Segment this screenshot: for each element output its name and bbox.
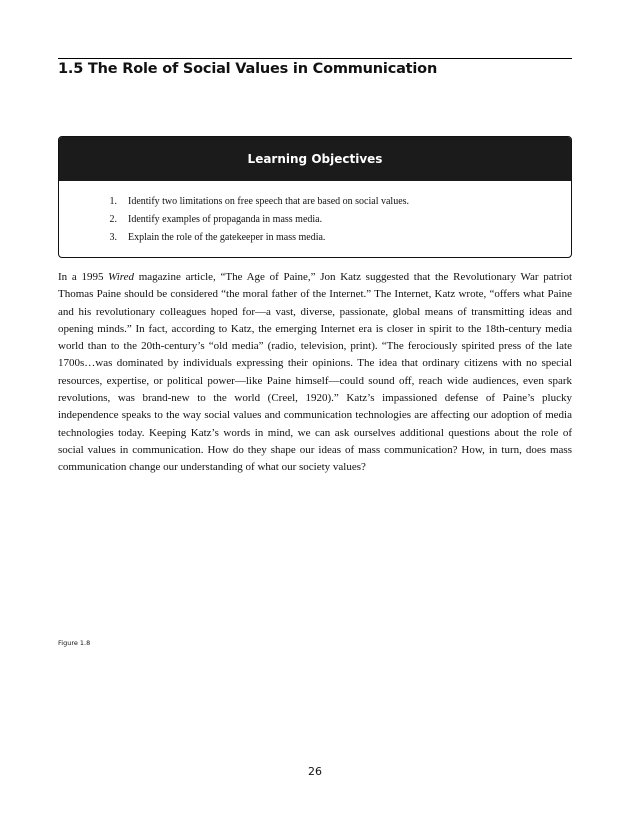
list-item-number: 1. — [109, 196, 117, 207]
list-item — [59, 229, 571, 247]
page-number: 26 — [308, 765, 322, 778]
body-paragraph — [58, 269, 572, 477]
list-item-number: 3. — [109, 232, 117, 243]
list-item — [59, 193, 571, 211]
list-item-text: Identify examples of propaganda in mass media. — [128, 214, 323, 225]
learning-objectives-list — [59, 193, 571, 247]
header-rule — [58, 58, 572, 59]
list-item — [59, 211, 571, 229]
section-title: 1.5 The Role of Social Values in Communication — [58, 61, 438, 77]
learning-objectives-heading: Learning Objectives — [59, 137, 571, 181]
magazine-title: Wired — [108, 271, 135, 283]
list-item-number: 2. — [109, 214, 117, 225]
paragraph-text-1: In a 1995 — [58, 271, 109, 283]
learning-objectives-box — [58, 136, 572, 258]
list-item-text: Identify two limitations on free speech that are based on social values. — [128, 196, 410, 207]
paragraph-text-2: magazine article, “The Age of Paine,” Jon Katz suggested that the Revolutionary War patriot Thomas Paine should be considered “the moral father of the Internet.” The Internet, Katz wrote, “offers what Paine and his revolutionary colleagues hoped for—a vast, diverse, passionate, global means of transmitting ideas and opening minds.” In fact, according to Katz, the emerging Internet era is closer in spirit to the 18th-century media world than to the 20th-century’s “old media” (radio, television, print). “The ferociously spirited press of the late 1700s…was dominated by individuals expressing their opinions. The idea that ordinary citizens with no special resources, expertise, or political power—like Paine himself—could sound off, reach wide audiences, even spark revolutions, was brand-new to the world (Creel, 1920).” Katz’s impassioned defense of Paine’s plucky independence speaks to the way social values and communication technologies are affecting our adoption of media technologies today. Keeping Katz’s words in mind, we can ask ourselves additional questions about the role of social values in communication. How do they shape our ideas of mass communication? How, in turn, does mass communication change our understanding of what our society values? — [58, 271, 572, 474]
figure-label: Figure 1.8 — [58, 639, 91, 647]
list-item-text: Explain the role of the gatekeeper in mass media. — [128, 232, 326, 243]
